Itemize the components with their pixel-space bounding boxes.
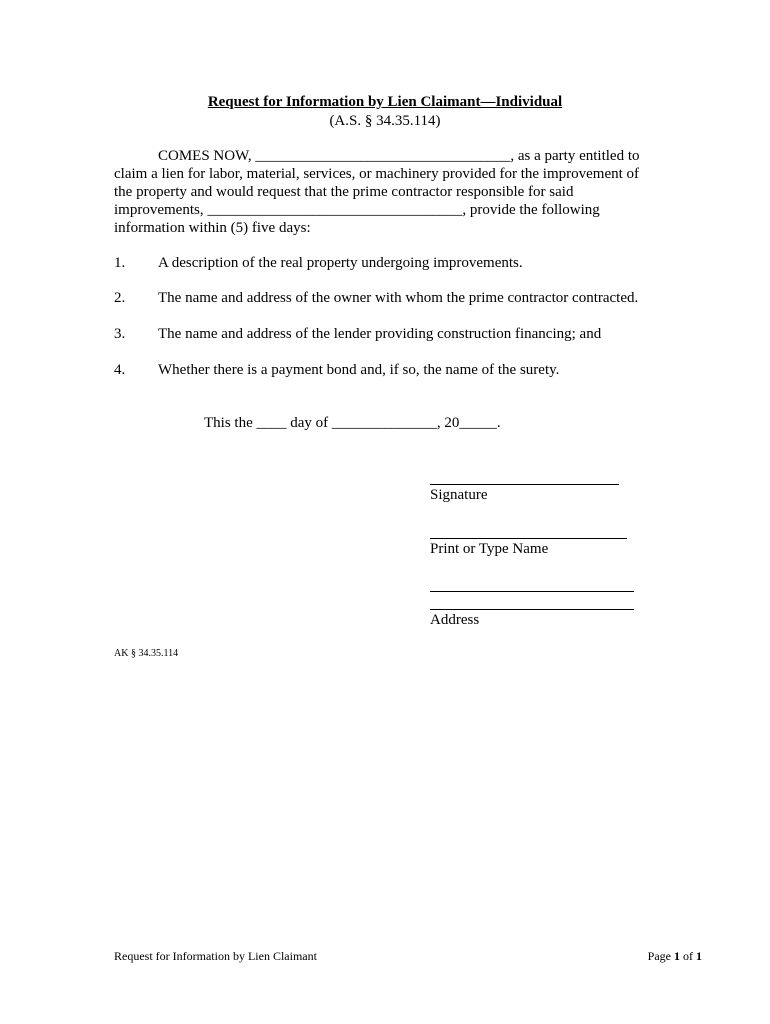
address-label: Address bbox=[430, 612, 480, 628]
paragraph-line: information within (5) five days: bbox=[114, 220, 311, 236]
statute-reference: (A.S. § 34.35.114) bbox=[329, 113, 441, 129]
list-item bbox=[114, 255, 523, 272]
document-title: Request for Information by Lien Claimant—Individual bbox=[207, 94, 563, 110]
paragraph-line: improvements, __________________________________, provide the following bbox=[114, 202, 600, 218]
signature-label: Signature bbox=[430, 487, 488, 503]
page-total: 1 bbox=[696, 949, 702, 963]
address-line-2 bbox=[430, 609, 634, 610]
paragraph-line: COMES NOW, __________________________________, as a party entitled to bbox=[158, 148, 640, 164]
statute-citation: AK § 34.35.114 bbox=[114, 648, 179, 659]
list-item bbox=[114, 326, 601, 343]
list-item bbox=[114, 362, 559, 379]
print-name-line bbox=[430, 538, 627, 539]
date-line: This the ____ day of ______________, 20_____. bbox=[204, 415, 501, 431]
item-number: 1. bbox=[114, 255, 126, 271]
paragraph-line: claim a lien for labor, material, services, or machinery provided for the improvement of bbox=[114, 166, 640, 182]
item-number: 3. bbox=[114, 326, 126, 342]
intro-paragraph bbox=[114, 147, 659, 237]
item-text: The name and address of the owner with whom the prime contractor contracted. bbox=[158, 290, 639, 306]
footer-title: Request for Information by Lien Claimant bbox=[114, 949, 317, 963]
page-number bbox=[648, 949, 702, 964]
page-prefix: Page bbox=[647, 949, 674, 963]
page-current: 1 bbox=[674, 949, 680, 963]
paragraph-line: the property and would request that the prime contractor responsible for said bbox=[114, 184, 574, 200]
item-number: 4. bbox=[114, 362, 126, 378]
signature-line bbox=[430, 484, 619, 485]
print-name-label: Print or Type Name bbox=[430, 541, 549, 557]
address-line-1 bbox=[430, 591, 634, 592]
item-text: Whether there is a payment bond and, if so, the name of the surety. bbox=[158, 362, 560, 378]
list-item bbox=[114, 290, 638, 307]
item-number: 2. bbox=[114, 290, 126, 306]
item-text: A description of the real property undergoing improvements. bbox=[158, 255, 523, 271]
page-of: of bbox=[680, 949, 696, 963]
item-text: The name and address of the lender providing construction financing; and bbox=[158, 326, 602, 342]
